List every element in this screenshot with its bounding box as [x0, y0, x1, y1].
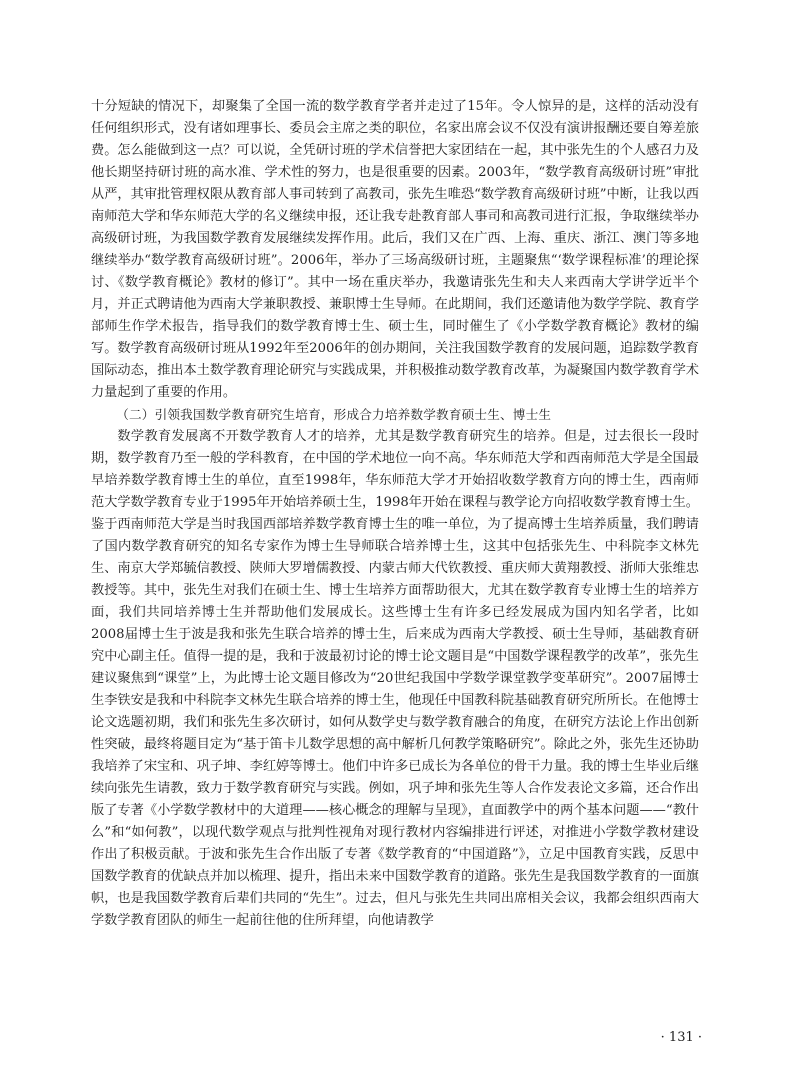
page-number: · 131 ·: [660, 1030, 702, 1045]
paragraph-body: 数学教育发展离不开数学教育人才的培养，尤其是数学教育研究生的培养。但是，过去很长一段时期，数学教育乃至一般的学科教育，在中国的学术地位一向不高。华东师范大学和西南师范大学是全国最早培养数学教育博士生的单位，直至1998年，华东师范大学才开始招收数学教育方向的博士生，西南师范大学数学教育专业于1995年开始培养硕士生，1998年开始在课程与教学论方向招收数学教育博士生。鉴于西南师范大学是当时我国西部培养数学教育博士生的唯一单位，为了提高博士生培养质量，我们聘请了国内数学教育研究的知名专家作为博士生导师联合培养博士生，这其中包括张先生、中科院李文林先生、南京大学郑毓信教授、陕师大罗增儒教授、内蒙古师大代钦教授、重庆师大黄翔教授、浙师大张维忠教授等。其中，张先生对我们在硕士生、博士生培养方面帮助很大，尤其在数学教育专业博士生的培养方面，我们共同培养博士生并帮助他们发展成长。这些博士生有许多已经发展成为国内知名学者，比如2008届博士生于波是我和张先生联合培养的博士生，后来成为西南大学教授、硕士生导师，基础教育研究中心副主任。值得一提的是，我和于波最初讨论的博士论文题目是“中国数学课程教学的改革”，张先生建议聚焦到“课堂”上，为此博士论文题目修改为“20世纪我国中学数学课堂教学变革研究”。2007届博士生李铁安是我和中科院李文林先生联合培养的博士生，他现任中国教科院基础教育研究所所长。在他博士论文选题初期，我们和张先生多次研讨，如何从数学史与数学教育融合的角度，在研究方法论上作出创新性突破，最终将题目定为“基于笛卡儿数学思想的高中解析几何教学策略研究”。除此之外，张先生还协助我培养了宋宝和、巩子坤、李红婷等博士。他们中许多已成长为各单位的骨干力量。我的博士生毕业后继续向张先生请教，致力于数学教育研究与实践。例如，巩子坤和张先生等人合作发表论文多篇，还合作出版了专著《小学数学教材中的大道理——核心概念的理解与呈现》，直面教学中的两个基本问题——“教什么”和“如何教”，以现代数学观点与批判性视角对现行教材内容编排进行评述，对推进小学数学教材建设作出了积极贡献。于波和张先生合作出版了专著《数学教育的“中国道路”》，立足中国教育实践，反思中国数学教育的优缺点并加以梳理、提升，指出未来中国数学教育的道路。张先生是我国数学教育的一面旗帜，也是我国数学教育后辈们共同的“先生”。过去，但凡与张先生共同出席相关会议，我都会组织西南大学数学教育团队的师生一起前往他的住所拜望，向他请教学: [91, 429, 699, 928]
document-page: [91, 96, 699, 932]
paragraph-continuation: 十分短缺的情况下，却聚集了全国一流的数学教育学者并走过了15年。令人惊异的是，这样的活动没有任何组织形式，没有诸如理事长、委员会主席之类的职位，名家出席会议不仅没有演讲报酬还要自筹差旅费。怎么能做到这一点？可以说，全凭研讨班的学术信誉把大家团结在一起，其中张先生的个人感召力及他长期坚持研讨班的高水准、学术性的努力，也是很重要的因素。2003年，“数学教育高级研讨班”审批从严，其审批管理权限从教育部人事司转到了高教司，张先生唯恐“数学教育高级研讨班”中断，让我以西南师范大学和华东师范大学的名义继续申报，还让我专赴教育部人事司和高教司进行汇报，争取继续举办高级研讨班，为我国数学教育发展继续发挥作用。此后，我们又在广西、上海、重庆、浙江、澳门等多地继续举办“数学教育高级研讨班”。2006年，举办了三场高级研讨班，主题聚焦“‘数学课程标准’的理论探讨、《数学教育概论》教材的修订”。其中一场在重庆举办，我邀请张先生和夫人来西南大学讲学近半个月，并正式聘请他为西南大学兼职教授、兼职博士生导师。在此期间，我们还邀请他为数学学院、教育学部师生作学术报告，指导我们的数学教育博士生、硕士生，同时催生了《小学数学教育概论》教材的编写。数学教育高级研讨班从1992年至2006年的创办期间，关注我国数学教育的发展问题，追踪数学教育国际动态，推出本土数学教育理论研究与实践成果，并积极推动数学教育改革，为凝聚国内数学教育学术力量起到了重要的作用。: [91, 99, 699, 400]
section-heading: （二）引领我国数学教育研究生培育，形成合力培养数学教育硕士生、博士生: [116, 407, 552, 422]
